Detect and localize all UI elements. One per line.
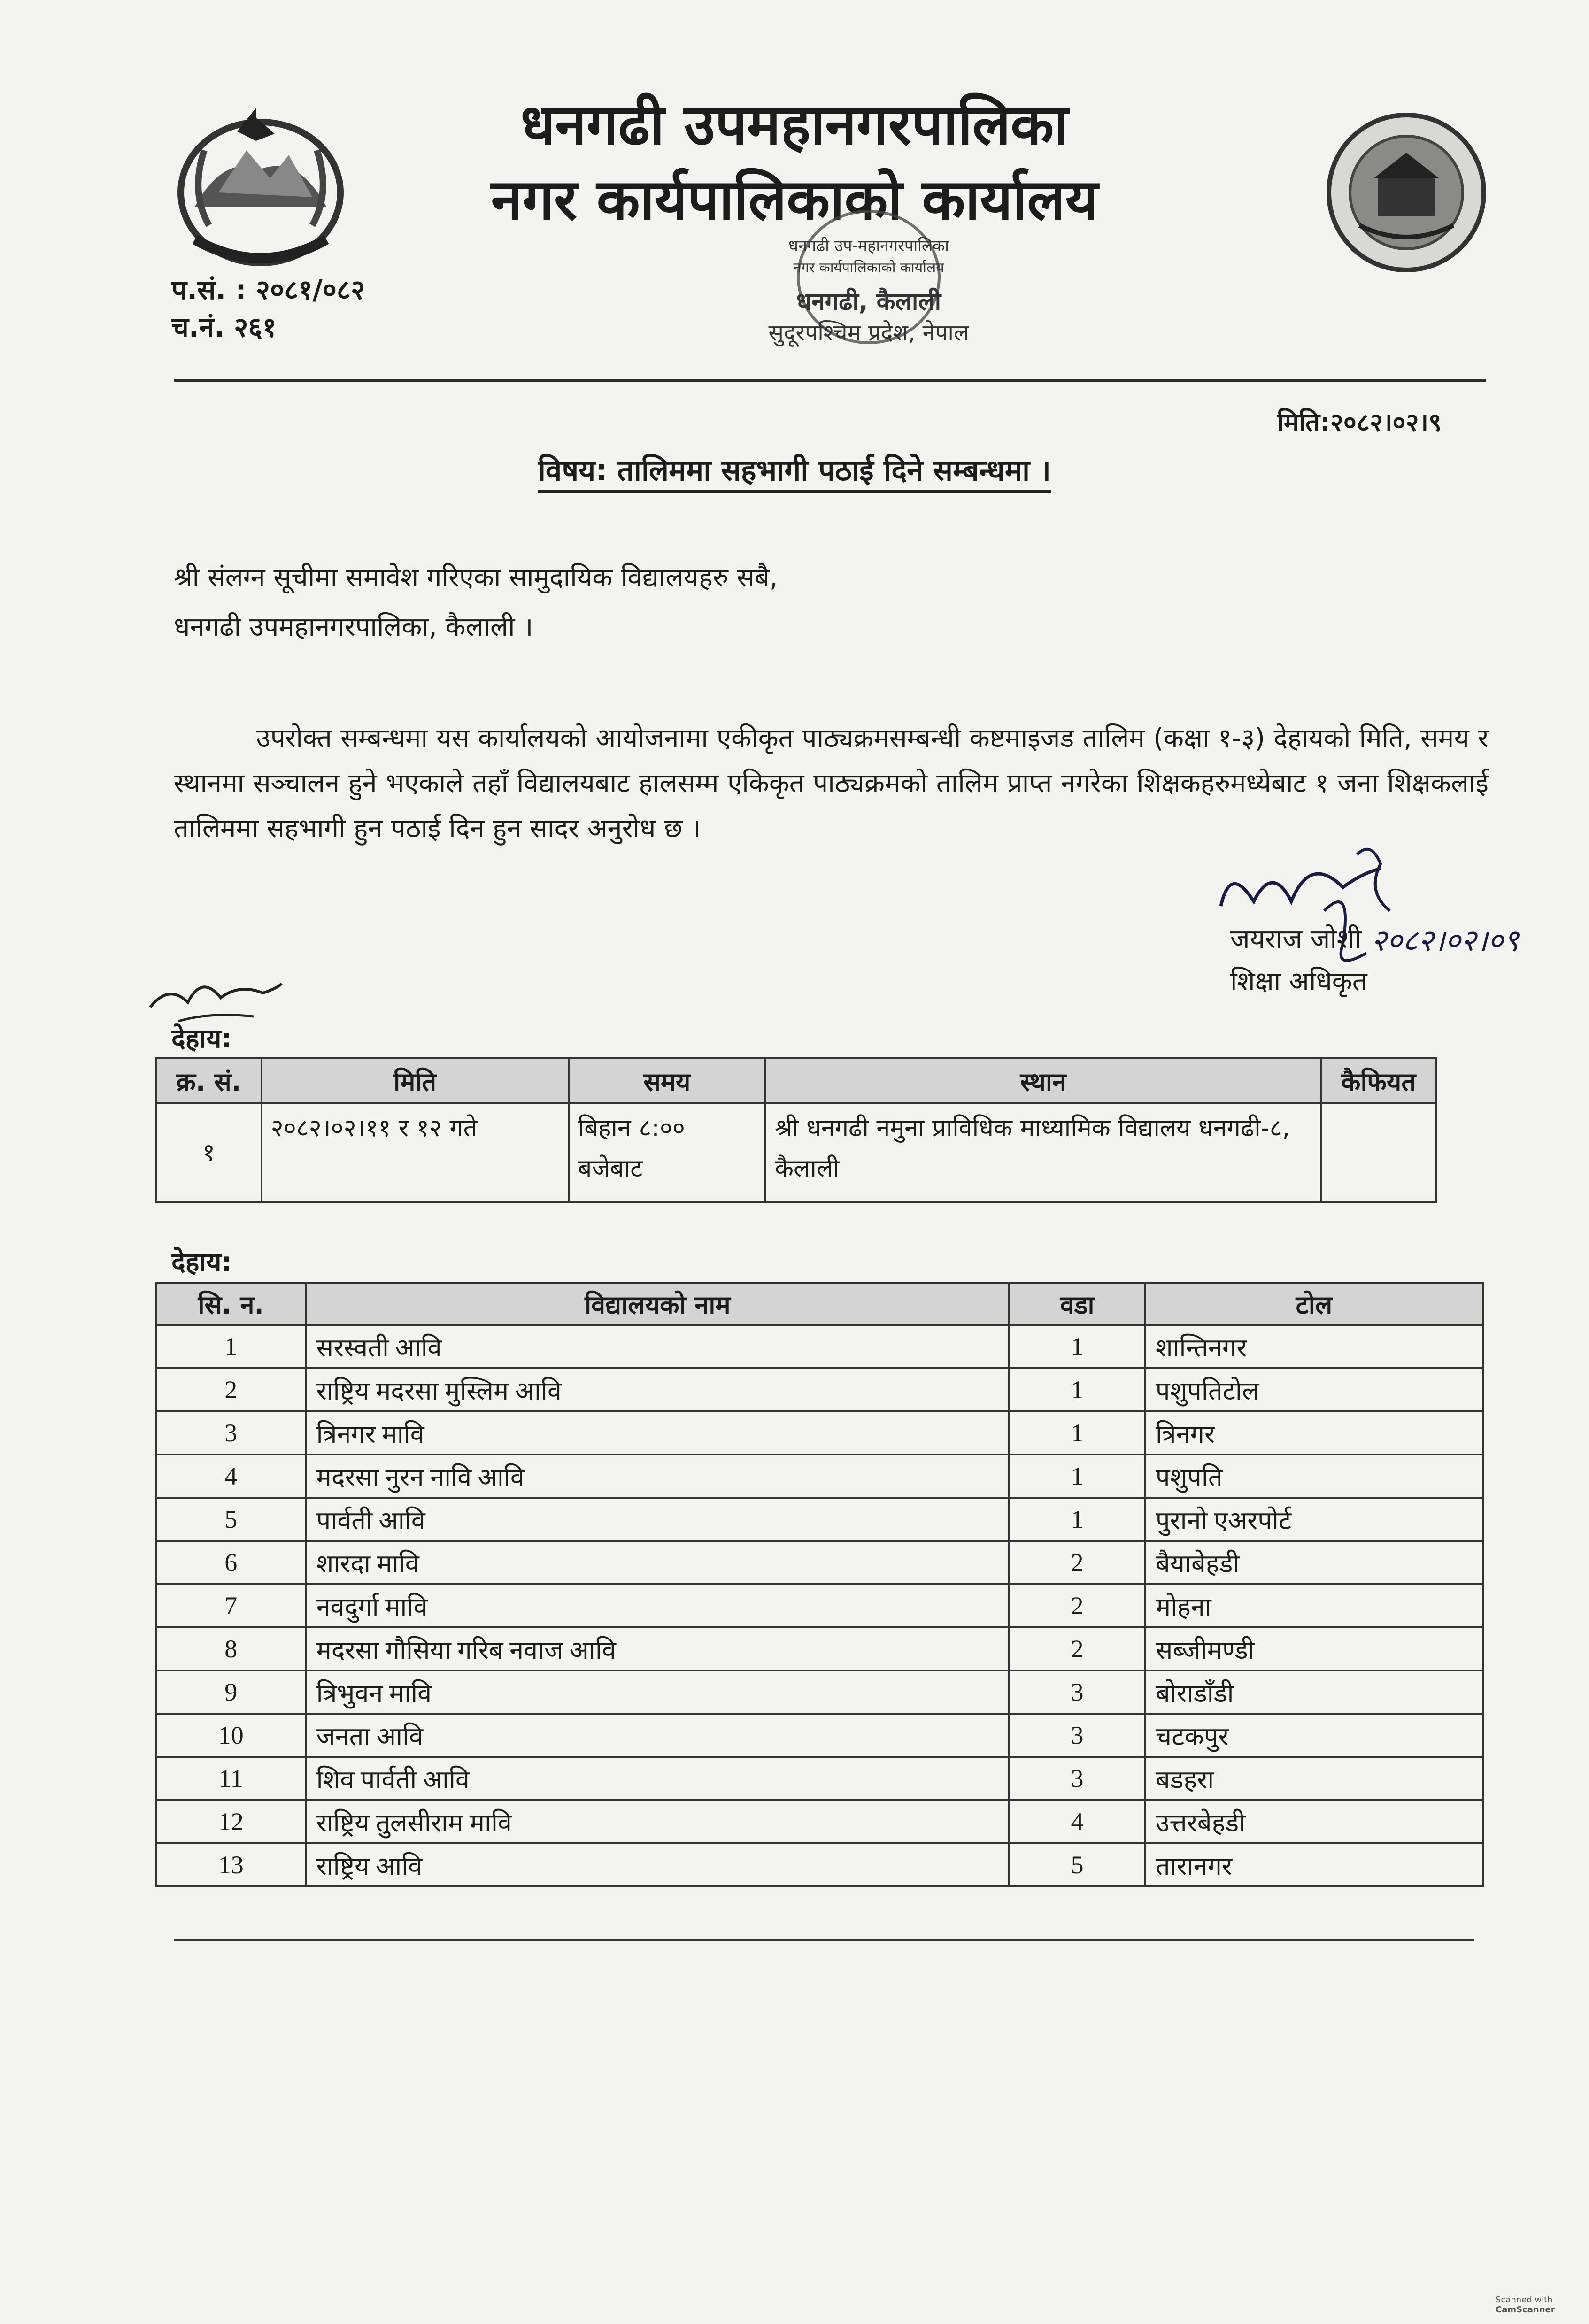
column-header: स्थान: [765, 1058, 1321, 1103]
stamp-text: धनगढी उप-महानगरपालिका: [788, 237, 949, 255]
table-row: [156, 1757, 1483, 1800]
tole-cell: बैयाबेहडी: [1145, 1541, 1483, 1584]
column-header: वडा: [1009, 1283, 1145, 1325]
ward-cell: 3: [1009, 1757, 1145, 1800]
school-name-cell: राष्ट्रिय मदरसा मुस्लिम आवि: [306, 1368, 1010, 1411]
table-row: [156, 1541, 1483, 1584]
table-row: [156, 1584, 1483, 1627]
ward-cell: 3: [1009, 1714, 1145, 1757]
tole-cell: शान्तिनगर: [1145, 1325, 1483, 1368]
stamp-text: धनगढी, कैलाली: [796, 288, 941, 316]
serial-cell: 4: [156, 1454, 306, 1498]
serial-cell: 9: [156, 1670, 306, 1714]
remarks-cell: [1321, 1103, 1436, 1202]
ward-cell: 1: [1009, 1325, 1145, 1368]
schedule-table: [155, 1057, 1437, 1203]
time-cell: बिहान ८:०० बजेबाट: [569, 1103, 765, 1202]
dispatch-number: च.नं. २६१: [171, 311, 277, 343]
table-row: [156, 1714, 1483, 1757]
table-row: [156, 1670, 1483, 1714]
serial-cell: 11: [156, 1757, 306, 1800]
column-header: टोल: [1145, 1283, 1483, 1325]
tole-cell: बोराडाँडी: [1145, 1670, 1483, 1714]
table-row: [156, 1325, 1483, 1368]
table-row: [156, 1411, 1483, 1454]
column-header: सि. न.: [156, 1283, 306, 1325]
stamp-text: सुदूरपश्चिम प्रदेश, नेपाल: [768, 320, 969, 346]
column-header: समय: [569, 1058, 765, 1103]
tole-cell: पशुपतिटोल: [1145, 1368, 1483, 1411]
serial-cell: 8: [156, 1627, 306, 1670]
letter-body: उपरोक्त सम्बन्धमा यस कार्यालयको आयोजनामा एकीकृत पाठ्यक्रमसम्बन्धी कष्टमाइजड तालिम (कक्षा १-३) देहायको मिति, समय र स्थानमा सञ्चालन हुने भएकाले तहाँ विद्यालयबाट हालसम्म एकिकृत पाठ्यक्रमको तालिम प्राप्त नगरेका शिक्षकहरुमध्येबाट १ जना शिक्षकलाई तालिममा सहभागी हुन पठाई दिन हुन सादर अनुरोध छ ।: [174, 723, 1489, 844]
school-name-cell: मदरसा गौसिया गरिब नवाज आवि: [306, 1627, 1010, 1670]
ward-cell: 3: [1009, 1670, 1145, 1714]
school-name-cell: राष्ट्रिय तुलसीराम मावि: [306, 1800, 1010, 1843]
table-header-row: [156, 1283, 1483, 1325]
signatory-title: शिक्षा अधिकृत: [1230, 966, 1367, 997]
school-name-cell: मदरसा नुरन नावि आवि: [306, 1454, 1010, 1498]
ward-cell: 5: [1009, 1843, 1145, 1886]
signatory-name: जयराज जोशी: [1230, 924, 1362, 954]
tole-cell: बडहरा: [1145, 1757, 1483, 1800]
tole-cell: त्रिनगर: [1145, 1411, 1483, 1454]
scanner-text: Scanned with: [1496, 2295, 1553, 2305]
school-name-cell: जनता आवि: [306, 1714, 1010, 1757]
ward-cell: 4: [1009, 1800, 1145, 1843]
school-name-cell: त्रिभुवन मावि: [306, 1670, 1010, 1714]
reference-number: प.सं. : २०८१/०८२: [171, 274, 365, 306]
serial-cell: 1: [156, 1325, 306, 1368]
school-list-table: [155, 1282, 1484, 1887]
column-header: मिति: [262, 1058, 569, 1103]
table-row: [156, 1800, 1483, 1843]
table-row: [156, 1454, 1483, 1498]
tole-cell: चटकपुर: [1145, 1714, 1483, 1757]
ward-cell: 1: [1009, 1368, 1145, 1411]
tole-cell: पशुपति: [1145, 1454, 1483, 1498]
office-stamp: [700, 207, 1038, 376]
serial-cell: 3: [156, 1411, 306, 1454]
signature-date: २०८२।०२।०९: [1371, 923, 1519, 958]
date-cell: २०८२।०२।११ र १२ गते: [262, 1103, 569, 1202]
subject-text: विषय: तालिममा सहभागी पठाई दिने सम्बन्धमा ।: [538, 453, 1051, 493]
ward-cell: 2: [1009, 1584, 1145, 1627]
table-row: [156, 1843, 1483, 1886]
office-title: नगर कार्यपालिकाको कार्यालय: [491, 168, 1098, 233]
column-header: क्र. सं.: [156, 1058, 262, 1103]
tole-cell: तारानगर: [1145, 1843, 1483, 1886]
table-row: [156, 1498, 1483, 1541]
school-name-cell: सरस्वती आवि: [306, 1325, 1010, 1368]
ward-cell: 1: [1009, 1498, 1145, 1541]
ward-cell: 2: [1009, 1541, 1145, 1584]
table-row: [156, 1368, 1483, 1411]
tole-cell: उत्तरबेहडी: [1145, 1800, 1483, 1843]
school-name-cell: शिव पार्वती आवि: [306, 1757, 1010, 1800]
serial-cell: 5: [156, 1498, 306, 1541]
schedule-label: देहाय:: [171, 1023, 232, 1054]
table-row: [156, 1627, 1483, 1670]
subject-line: [0, 450, 1589, 489]
tole-cell: मोहना: [1145, 1584, 1483, 1627]
serial-cell: 10: [156, 1714, 306, 1757]
table-row: [156, 1103, 1436, 1202]
serial-cell: 6: [156, 1541, 306, 1584]
addressee-line-2: धनगढी उपमहानगरपालिका, कैलाली ।: [174, 612, 533, 642]
tole-cell: पुरानो एअरपोर्ट: [1145, 1498, 1483, 1541]
scanner-brand: CamScanner: [1496, 2305, 1555, 2315]
serial-cell: 13: [156, 1843, 306, 1886]
column-header: कैफियत: [1321, 1058, 1436, 1103]
ward-cell: 1: [1009, 1454, 1145, 1498]
serial-cell: 12: [156, 1800, 306, 1843]
footer-divider: [174, 1939, 1474, 1941]
ward-cell: 2: [1009, 1627, 1145, 1670]
school-name-cell: त्रिनगर मावि: [306, 1411, 1010, 1454]
table-header-row: [156, 1058, 1436, 1103]
school-list-label: देहाय:: [171, 1247, 232, 1277]
ward-cell: 1: [1009, 1411, 1145, 1454]
school-name-cell: राष्ट्रिय आवि: [306, 1843, 1010, 1886]
scanner-watermark: [1496, 2295, 1555, 2315]
serial-cell: 2: [156, 1368, 306, 1411]
column-header: विद्यालयको नाम: [306, 1283, 1010, 1325]
addressee-line-1: श्री संलग्न सूचीमा समावेश गरिएका सामुदायिक विद्यालयहरु सबै,: [174, 562, 778, 593]
municipality-title: धनगढी उपमहानगरपालिका: [520, 92, 1069, 158]
stamp-text: नगर कार्यपालिकाको कार्यालय: [793, 260, 944, 276]
school-name-cell: पार्वती आवि: [306, 1498, 1010, 1541]
school-name-cell: नवदुर्गा मावि: [306, 1584, 1010, 1627]
serial-cell: 7: [156, 1584, 306, 1627]
school-name-cell: शारदा मावि: [306, 1541, 1010, 1584]
header-divider: [174, 379, 1486, 382]
serial-cell: १: [156, 1103, 262, 1202]
tole-cell: सब्जीमण्डी: [1145, 1627, 1483, 1670]
venue-cell: श्री धनगढी नमुना प्राविधिक माध्यामिक विद्यालय धनगढी-८, कैलाली: [765, 1103, 1321, 1202]
letter-date: मिति:२०८२।०२।९: [1277, 408, 1442, 437]
